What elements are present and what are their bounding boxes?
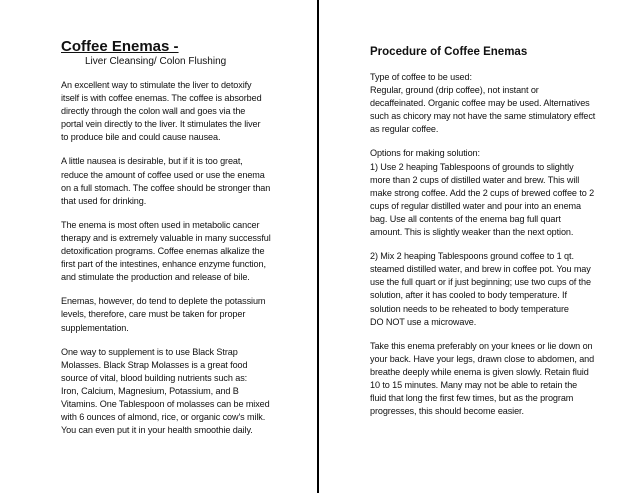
text-line: on a full stomach. The coffee should be stronger than [61, 182, 271, 193]
text-line: bag. Use all contents of the enema bag full quart [370, 213, 561, 224]
text-line: detoxification programs. Coffee enemas alkalize the [61, 246, 265, 257]
page-title: Coffee Enemas - [61, 38, 179, 55]
right-paragraph-2 [370, 147, 616, 239]
text-line: fluid that long the first few times, but as the program [370, 393, 574, 404]
text-line: decaffeinated. Organic coffee may be used. Alternatives [370, 98, 590, 109]
right-paragraph-4 [370, 340, 616, 419]
text-line: supplementation. [61, 322, 129, 333]
page-subtitle: Liver Cleansing/ Colon Flushing [85, 56, 227, 67]
text-line: 1) Use 2 heaping Tablespoons of grounds to slightly [370, 161, 574, 172]
text-line: portal vein directly to the liver. It stimulates the liver [61, 119, 261, 130]
text-line: Molasses. Black Strap Molasses is a great food [61, 359, 248, 370]
text-line: DO NOT use a microwave. [370, 316, 477, 327]
text-line: source of vital, blood building nutrients such as: [61, 372, 248, 383]
right-paragraph-3 [370, 250, 616, 329]
text-line: cups of regular distilled water and pour into an enema [370, 200, 581, 211]
text-line: 2) Mix 2 heaping Tablespoons ground coffee to 1 qt. [370, 251, 574, 262]
text-line: your back. Have your legs, drawn close to abdomen, and [370, 353, 595, 364]
text-line: and stimulate the production and release of bile. [61, 272, 250, 283]
text-line: to produce bile and could cause nausea. [61, 132, 221, 143]
text-line: solution, after it has cooled to body temperature. If [370, 290, 567, 301]
left-paragraphs [61, 79, 293, 437]
text-line: steamed distilled water, and brew in coffee pot. You may [370, 264, 591, 275]
right-column [370, 45, 616, 418]
right-paragraph-1 [370, 71, 616, 136]
text-line: levels, therefore, care must be taken for proper [61, 309, 246, 320]
text-line: reduce the amount of coffee used or use the enema [61, 169, 265, 180]
text-line: amount. This is slightly weaker than the next option. [370, 227, 574, 238]
text-line: 10 to 15 minutes. Many may not be able to retain the [370, 379, 578, 390]
text-line: Regular, ground (drip coffee), not instant or [370, 85, 539, 96]
text-line: make strong coffee. Add the 2 cups of brewed coffee to 2 [370, 187, 595, 198]
text-line: Iron, Calcium, Magnesium, Potassium, and B [61, 385, 239, 396]
text-line: itself is with coffee enemas. The coffee is absorbed [61, 93, 262, 104]
text-line: The enema is most often used in metabolic cancer [61, 219, 260, 230]
text-line: Enemas, however, do tend to deplete the potassium [61, 296, 266, 307]
text-line: Take this enema preferably on your knees or lie down on [370, 340, 593, 351]
text-line: solution needs to be reheated to body temperature [370, 303, 569, 314]
left-paragraph-2 [61, 155, 293, 207]
text-line: with 6 ounces of almond, rice, or organic cow's milk. [61, 412, 266, 423]
column-divider [317, 0, 319, 493]
left-paragraph-4 [61, 295, 293, 334]
right-paragraphs [370, 71, 616, 418]
text-line: You can even put it in your health smoothie daily. [61, 425, 253, 436]
procedure-title: Procedure of Coffee Enemas [370, 46, 528, 58]
left-column [61, 38, 293, 437]
text-line: One way to supplement is to use Black Strap [61, 346, 238, 357]
text-line: such as chicory may not have the same stimulatory effect [370, 111, 596, 122]
left-paragraph-5 [61, 346, 293, 438]
text-line: as regular coffee. [370, 124, 439, 135]
text-line: A little nausea is desirable, but if it is too great, [61, 156, 243, 167]
left-paragraph-1 [61, 79, 293, 144]
text-line: progresses, this should become easier. [370, 406, 524, 417]
text-line: Vitamins. One Tablespoon of molasses can be mixed [61, 398, 270, 409]
text-line: more than 2 cups of distilled water and brew. This will [370, 174, 580, 185]
text-line: first part of the intestines, enhance enzyme function, [61, 259, 266, 270]
text-line: directly through the colon wall and goes via the [61, 106, 246, 117]
text-line: Options for making solution: [370, 148, 480, 159]
text-line: therapy and is extremely valuable in many successful [61, 232, 271, 243]
text-line: breathe deeply while enema is given slowly. Retain fluid [370, 366, 589, 377]
text-line: use the full quart or if just beginning; use two cups of the [370, 277, 591, 288]
text-line: that used for drinking. [61, 195, 147, 206]
text-line: An excellent way to stimulate the liver to detoxify [61, 80, 252, 90]
text-line: Type of coffee to be used: [370, 72, 472, 82]
left-paragraph-3 [61, 219, 293, 284]
